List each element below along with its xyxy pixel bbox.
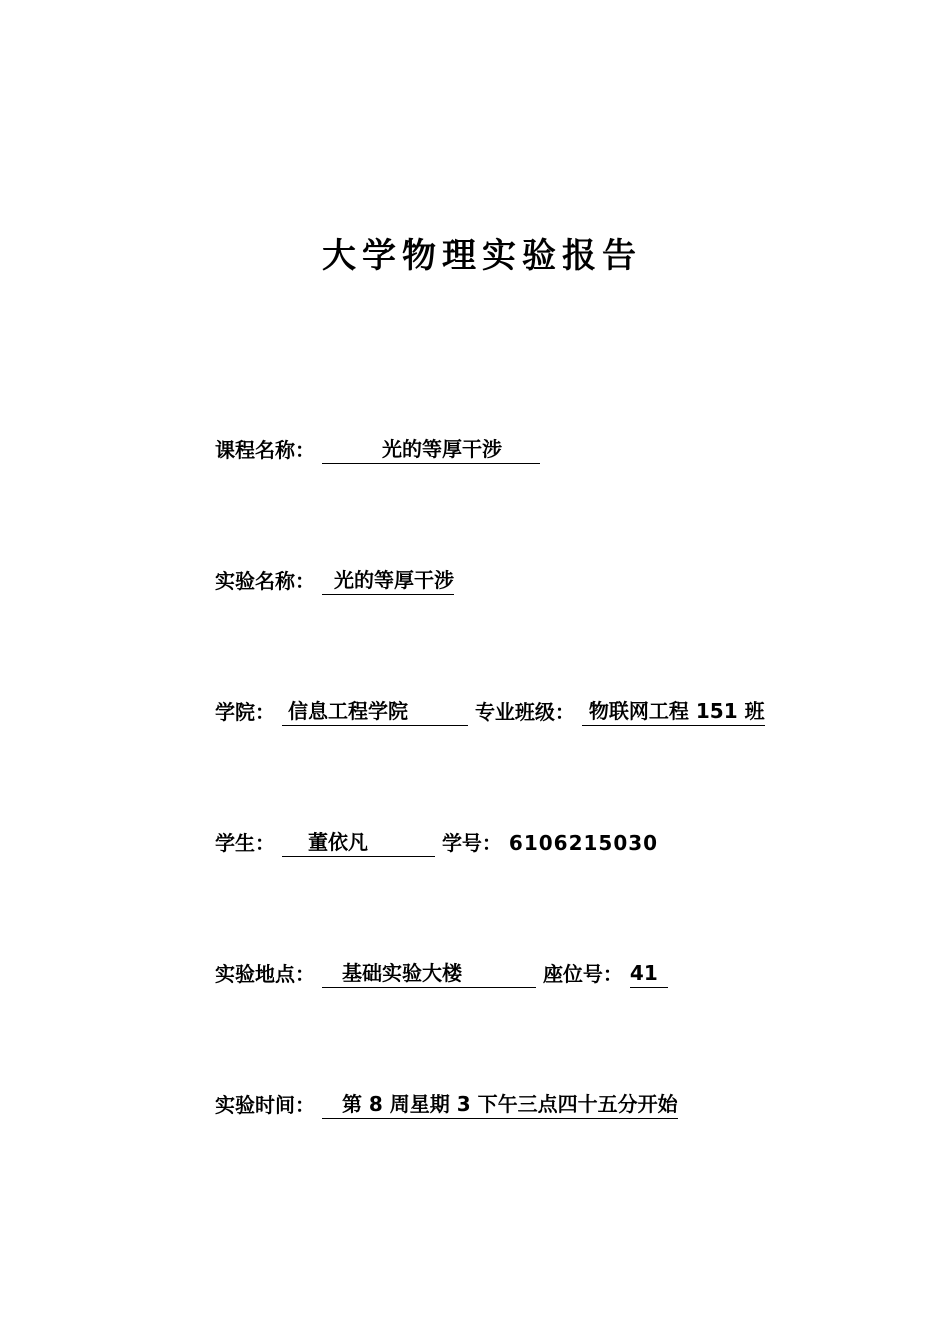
place-seat-row xyxy=(215,960,668,988)
page-title: 大学物理实验报告 xyxy=(322,236,642,276)
class-value: 物联网工程 151 班 xyxy=(582,698,765,726)
college-class-row xyxy=(215,698,765,726)
student-id-value: 6106215030 xyxy=(508,831,659,855)
college-label: 学院： xyxy=(215,700,275,724)
student-field xyxy=(282,829,435,857)
student-value: 董依凡 xyxy=(307,830,368,854)
student-id-row xyxy=(215,829,658,857)
seat-label: 座位号： xyxy=(542,962,623,986)
student-label: 学生： xyxy=(215,831,275,855)
time-row xyxy=(215,1091,678,1119)
course-name-row xyxy=(215,436,540,464)
experiment-name-value: 光的等厚干涉 xyxy=(322,567,454,595)
place-field xyxy=(322,960,536,988)
course-name-label: 课程名称： xyxy=(215,438,315,462)
seat-value: 41 xyxy=(630,960,668,988)
student-id-label: 学号： xyxy=(441,831,502,855)
college-value: 信息工程学院 xyxy=(287,699,408,723)
place-label: 实验地点： xyxy=(215,962,315,986)
college-field xyxy=(282,698,468,726)
course-name-value: 光的等厚干涉 xyxy=(381,437,502,461)
course-name-field xyxy=(322,436,540,464)
time-label: 实验时间： xyxy=(215,1093,315,1117)
experiment-name-row xyxy=(215,567,454,595)
place-value: 基础实验大楼 xyxy=(341,961,462,985)
time-value: 第 8 周星期 3 下午三点四十五分开始 xyxy=(322,1091,678,1119)
experiment-name-label: 实验名称： xyxy=(215,569,315,593)
class-label: 专业班级： xyxy=(474,700,575,724)
